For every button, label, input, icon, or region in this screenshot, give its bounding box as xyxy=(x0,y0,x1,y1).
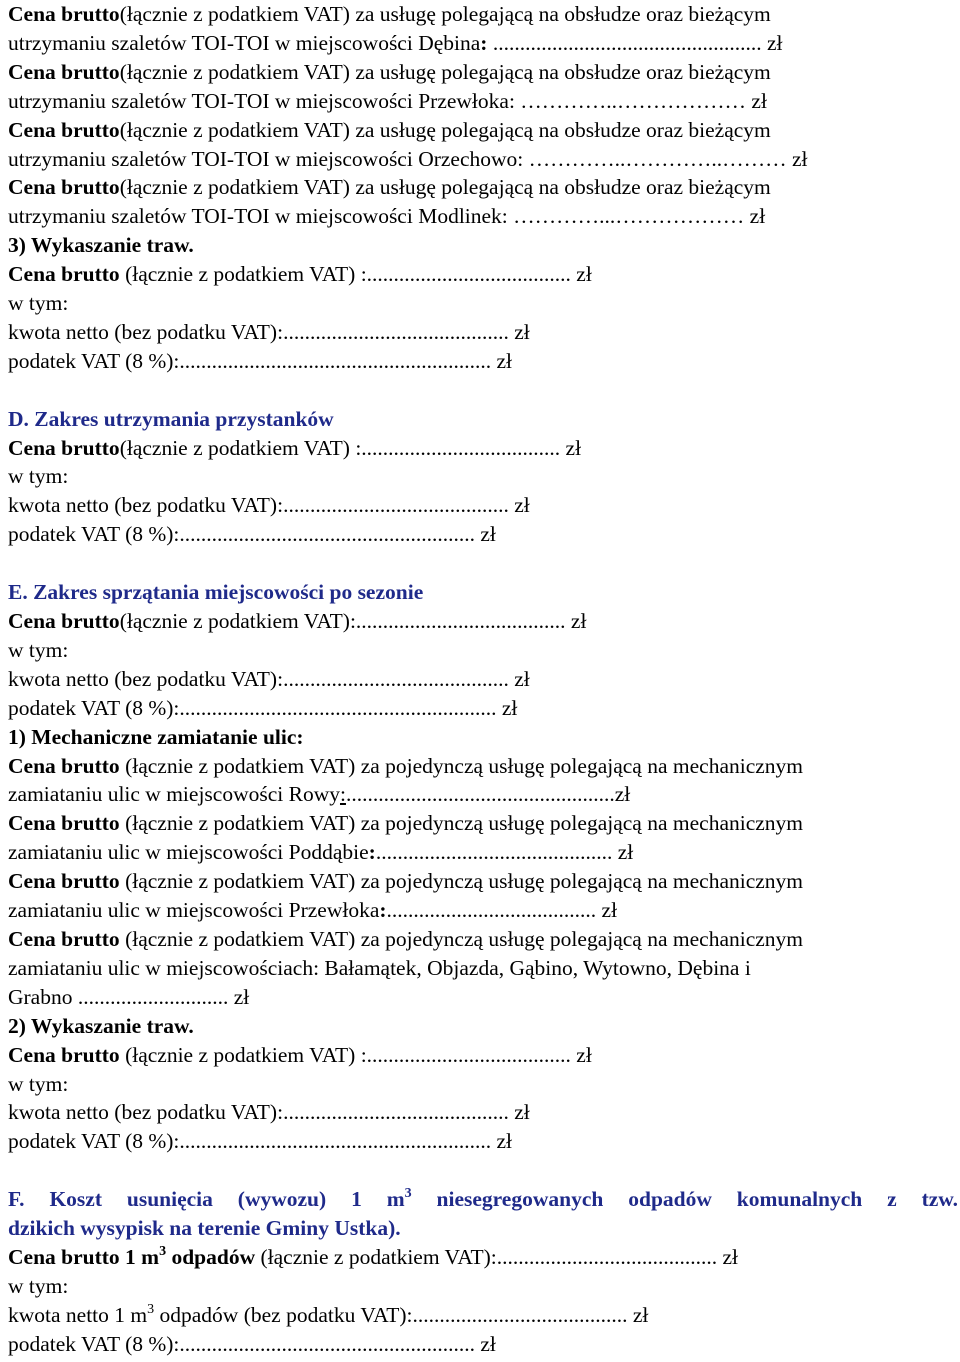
e-section xyxy=(8,578,960,1156)
gross-label: Cena brutto xyxy=(8,609,120,633)
toi-place: utrzymaniu szaletów TOI-TOI w miejscowości Modlinek: xyxy=(8,204,514,229)
amount-blank: …………..…………..……… zł xyxy=(528,146,808,171)
amount-blank: ....................................... zł xyxy=(386,898,618,923)
gross-desc: (łącznie z podatkiem VAT):......................................... zł xyxy=(255,1244,738,1269)
d-gross xyxy=(8,434,960,463)
f-w-tym: w tym: xyxy=(8,1273,69,1298)
toi-line-6 xyxy=(8,145,960,174)
toi-line-4 xyxy=(8,87,960,116)
toi-block xyxy=(8,0,960,231)
gross-label: Cena brutto xyxy=(8,435,120,460)
f-net xyxy=(8,1301,960,1330)
f-heading-word: 1 xyxy=(351,1187,362,1212)
e-vat: podatek VAT (8 %):........................................................... zł xyxy=(8,695,518,720)
sweep-line-2 xyxy=(8,780,960,809)
toi-line-8 xyxy=(8,202,960,231)
e-net: kwota netto (bez podatku VAT):.......................................... zł xyxy=(8,666,530,691)
gross-label: Cena brutto xyxy=(8,117,120,142)
f-heading-line-1 xyxy=(8,1185,958,1214)
d-net: kwota netto (bez podatku VAT):.......................................... zł xyxy=(8,493,530,518)
d-w-tym: w tym: xyxy=(8,464,69,489)
toi-line-5 xyxy=(8,116,960,145)
e-sub2-net: kwota netto (bez podatku VAT):.......................................... zł xyxy=(8,1100,530,1125)
superscript: 3 xyxy=(147,1301,155,1317)
gross-label: Cena brutto xyxy=(8,262,120,287)
f-heading-unit: $m^3$ xyxy=(386,1186,412,1212)
e-sub2-heading: 2) Wykaszanie traw. xyxy=(8,1013,194,1038)
amount-blank: …………..……………… zł xyxy=(520,88,767,113)
gross-desc: (łącznie z podatkiem VAT) za pojedynczą usługę polegającą na mechanicznym xyxy=(119,869,804,894)
f-heading-word: odpadów xyxy=(628,1187,712,1212)
f-heading-word: F. xyxy=(8,1187,25,1212)
c3-w-tym: w tym: xyxy=(8,291,69,316)
colon: : xyxy=(368,840,376,865)
f-heading-word: komunalnych xyxy=(736,1187,863,1212)
gross-desc: (łącznie z podatkiem VAT) :...................................... zł xyxy=(119,1042,592,1067)
amount-blank: .................................................. zł xyxy=(487,30,783,55)
sweep-line-9: Grabno ............................ zł xyxy=(8,984,250,1009)
c3-heading: 3) Wykaszanie traw. xyxy=(8,233,194,258)
sweep-place: zamiataniu ulic w miejscowości Przewłoka xyxy=(8,898,380,923)
toi-place: utrzymaniu szaletów TOI-TOI w miejscowości Orzechowo: xyxy=(8,146,529,171)
net-label: kwota netto 1 m xyxy=(8,1302,148,1327)
f-heading-word: z xyxy=(887,1187,897,1212)
e-gross xyxy=(8,607,960,636)
gross-label: Cena brutto xyxy=(8,59,120,84)
colon: : xyxy=(480,30,488,55)
f-heading-word: niesegregowanych xyxy=(436,1187,604,1212)
f-section xyxy=(8,1185,960,1358)
e-sub2-vat: podatek VAT (8 %):.......................................................... zł xyxy=(8,1129,513,1154)
gross-desc: (łącznie z podatkiem VAT) za usługę polegającą na obsłudze oraz bieżącym xyxy=(119,59,771,84)
gross-desc: (łącznie z podatkiem VAT) :..................................... zł xyxy=(119,435,582,460)
gross-desc: (łącznie z podatkiem VAT) za usługę polegającą na obsłudze oraz bieżącym xyxy=(119,117,771,142)
sweep-place: zamiataniu ulic w miejscowości Rowy xyxy=(8,782,340,807)
toi-line-1 xyxy=(8,0,960,29)
sweep-line-6 xyxy=(8,896,960,925)
f-gross xyxy=(8,1243,960,1272)
colon: : xyxy=(379,898,387,923)
toi-line-3 xyxy=(8,58,960,87)
spacer xyxy=(8,1156,960,1185)
c3-net: kwota netto (bez podatku VAT):.......................................... zł xyxy=(8,319,530,344)
c3-gross xyxy=(8,260,960,289)
d-heading: D. Zakres utrzymania przystanków xyxy=(8,406,334,431)
amount-blank: …………...……………… zł xyxy=(513,204,766,229)
spacer xyxy=(8,549,960,578)
f-vat: podatek VAT (8 %):....................................................... zł xyxy=(8,1331,496,1356)
gross-desc: (łącznie z podatkiem VAT) za pojedynczą usługę polegającą na mechanicznym xyxy=(119,811,804,836)
gross-desc: (łącznie z podatkiem VAT) :...................................... zł xyxy=(119,262,592,287)
gross-desc: (łącznie z podatkiem VAT) za pojedynczą usługę polegającą na mechanicznym xyxy=(119,753,804,778)
d-vat: podatek VAT (8 %):....................................................... zł xyxy=(8,522,496,547)
gross-desc: (łącznie z podatkiem VAT) za usługę polegającą na obsłudze oraz bieżącym xyxy=(119,175,771,200)
e-w-tym: w tym: xyxy=(8,637,69,662)
sweep-line-7 xyxy=(8,925,960,954)
amount-blank: ............................................ zł xyxy=(375,840,634,865)
spacer xyxy=(8,376,960,405)
amount-blank: ..................................................zł xyxy=(345,782,631,807)
gross-label-tail: odpadów xyxy=(166,1244,256,1269)
gross-desc: (łącznie z podatkiem VAT) za pojedynczą usługę polegającą na mechanicznym xyxy=(119,926,804,951)
f-heading-word: tzw. xyxy=(921,1187,958,1212)
e-heading: E. Zakres sprzątania miejscowości po sezonie xyxy=(8,580,424,605)
sweep-line-8: zamiataniu ulic w miejscowościach: Bałamątek, Objazda, Gąbino, Wytowno, Dębina i xyxy=(8,955,751,980)
sweep-place: zamiataniu ulic w miejscowości Poddąbie xyxy=(8,840,369,865)
c3-section xyxy=(8,231,960,376)
sweep-line-4 xyxy=(8,838,960,867)
gross-label: Cena brutto 1 m xyxy=(8,1244,160,1269)
toi-place: utrzymaniu szaletów TOI-TOI w miejscowości Dębina xyxy=(8,30,481,55)
e-sub1-heading: 1) Mechaniczne zamiatanie ulic: xyxy=(8,724,304,749)
f-heading-word: usunięcia xyxy=(126,1187,213,1212)
sweep-line-3 xyxy=(8,809,960,838)
superscript: 3 xyxy=(159,1243,167,1259)
f-heading-word: (wywozu) xyxy=(237,1187,327,1212)
gross-desc: (łącznie z podatkiem VAT):....................................... zł xyxy=(119,609,587,633)
gross-label: Cena brutto xyxy=(8,1042,120,1067)
gross-label: Cena brutto xyxy=(8,869,120,894)
f-heading-line-2: dzikich wysypisk na terenie Gminy Ustka). xyxy=(8,1216,401,1241)
gross-desc: (łącznie z podatkiem VAT) za usługę polegającą na obsłudze oraz bieżącym xyxy=(119,2,771,26)
toi-line-2 xyxy=(8,29,960,58)
f-heading-word: Koszt xyxy=(49,1187,102,1212)
e-sub2-gross xyxy=(8,1041,960,1070)
gross-label: Cena brutto xyxy=(8,175,120,200)
c3-vat: podatek VAT (8 %):.......................................................... zł xyxy=(8,348,513,373)
sweep-line-5 xyxy=(8,867,960,896)
d-section xyxy=(8,405,960,550)
sweep-line-1 xyxy=(8,752,960,781)
colon: : xyxy=(339,782,346,807)
gross-label: Cena brutto xyxy=(8,2,120,26)
toi-line-7 xyxy=(8,173,960,202)
toi-place: utrzymaniu szaletów TOI-TOI w miejscowości Przewłoka: xyxy=(8,88,521,113)
gross-label: Cena brutto xyxy=(8,811,120,836)
e-sub2-w-tym: w tym: xyxy=(8,1071,69,1096)
gross-label: Cena brutto xyxy=(8,926,120,951)
net-desc: odpadów (bez podatku VAT):........................................ zł xyxy=(154,1302,649,1327)
gross-label: Cena brutto xyxy=(8,753,120,778)
